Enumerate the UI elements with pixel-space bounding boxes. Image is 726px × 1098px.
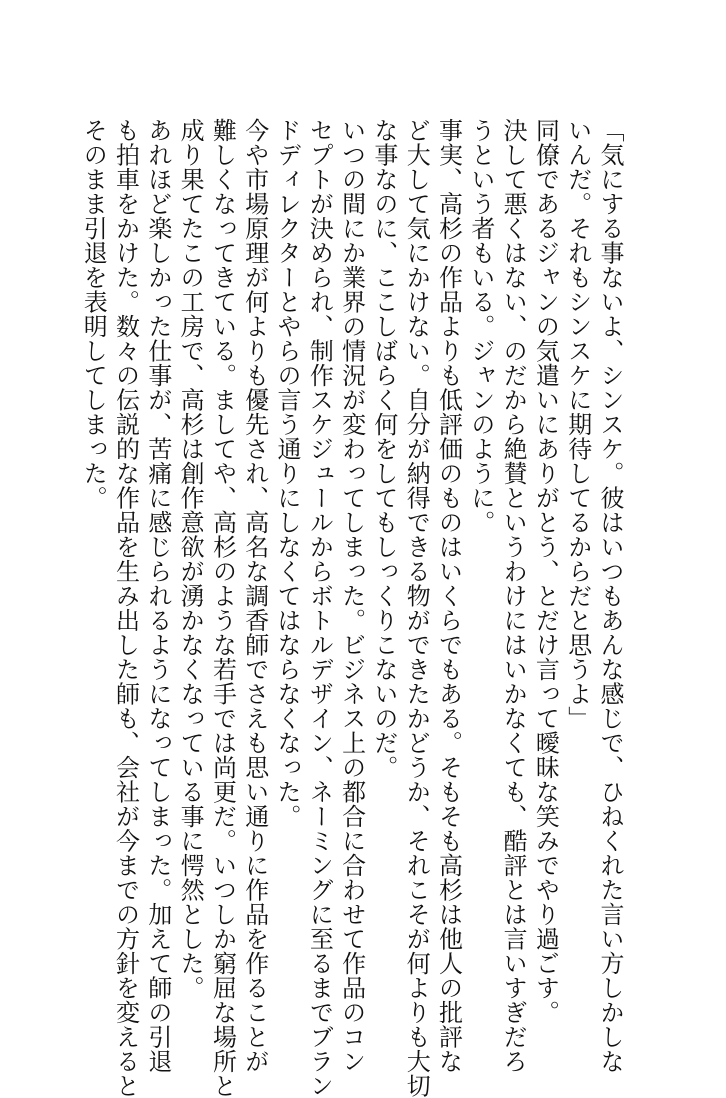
text-line: ドディレクターとやらの言う通りにしなくてはならなくなった。 — [273, 118, 302, 829]
text-line: 今や市場原理が何よりも優先され、高名な調香師でさえも思い通りに作品を作ることが — [240, 118, 269, 1074]
text-line: うという者もいる。ジャンのように。 — [466, 118, 495, 535]
text-line: いつの間にか業界の情況が変わってしまった。ビジネス上の都合に合わせて作品のコン — [337, 118, 366, 1074]
text-line: 事実、高杉の作品よりも低評価のものはいくらでもある。そもそも高杉は他人の批評な — [434, 118, 463, 1074]
text-line: 決して悪くはない、のだから絶賛というわけにはいかなくても、酷評とは言いすぎだろ — [499, 118, 528, 1074]
text-line: 「気にする事ないよ、シンスケ。彼はいつもあんな感じで、ひねくれた言い方しかしな — [596, 118, 624, 1074]
text-line: 成り果てたこの工房で、高杉は創作意欲が湧かなくなっている事に愕然とした。 — [176, 118, 205, 1000]
text-line: 難しくなってきている。ましてや、高杉のような若手では尚更だ。いつしか窮屈な場所と — [208, 118, 237, 1098]
text-line: も拍車をかけた。数々の伝説的な作品を生み出した師も、会社が今までの方針を変えると — [111, 118, 140, 1098]
text-line: 同僚であるジャンの気遣いにありがとう、とだけ言って曖昧な笑みでやり過ごす。 — [531, 118, 560, 1025]
text-line: そのまま引退を表明してしまった。 — [79, 118, 108, 510]
text-line: ど大して気にかけない。自分が納得できる物ができたかどうか、それこそが何よりも大切 — [402, 118, 431, 1098]
text-line: いんだ。それもシンスケに期待してるからだと思うよ」 — [563, 118, 592, 731]
text-line: あれほど楽しかった仕事が、苦痛に感じられるようになってしまった。加えて師の引退 — [143, 118, 172, 1074]
text-line: セプトが決められ、制作スケジュールからボトルデザイン、ネーミングに至るまでブラン — [305, 118, 334, 1098]
vertical-text-body — [79, 118, 626, 1098]
text-line: な事なのに、ここしばらく何をしてもしっくりこないのだ。 — [369, 118, 398, 780]
